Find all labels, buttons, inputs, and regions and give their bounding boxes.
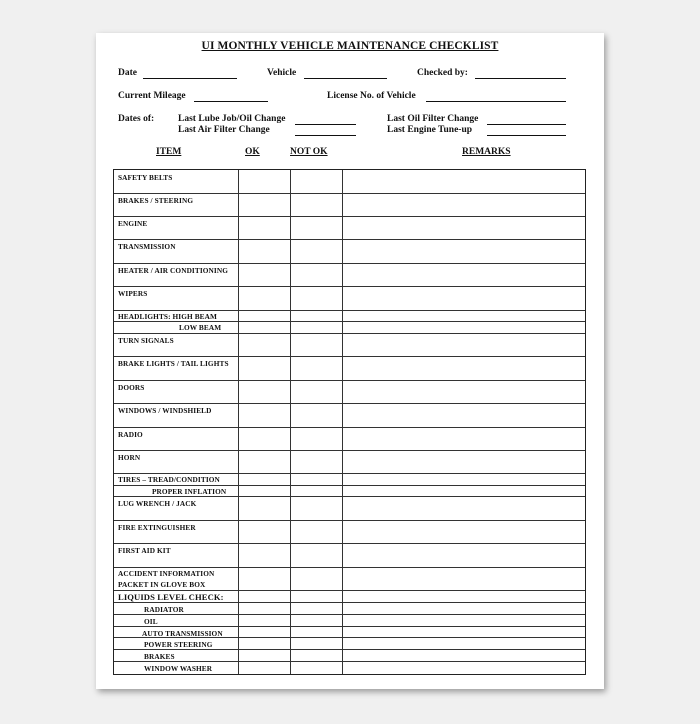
checklist-table (113, 169, 586, 675)
item-radio: RADIO (118, 430, 143, 439)
row-divider (114, 450, 585, 451)
row-divider (114, 567, 585, 568)
item-lug-wrench-jack: LUG WRENCH / JACK (118, 499, 197, 508)
item-doors: DOORS (118, 383, 145, 392)
item-heater-ac: HEATER / AIR CONDITIONING (118, 266, 229, 275)
item-tires: TIRES – TREAD/CONDITION (118, 475, 220, 484)
column-header-ok: OK (245, 147, 260, 157)
row-divider (114, 649, 585, 650)
item-safety-belts: SAFETY BELTS (118, 173, 173, 182)
item-accident-information-packet: PACKET IN GLOVE BOX (118, 580, 206, 589)
last-air-filter-label: Last Air Filter Change (178, 125, 270, 135)
row-divider (114, 473, 585, 474)
row-divider (114, 356, 585, 357)
vehicle-label: Vehicle (267, 68, 297, 78)
last-lube-label: Last Lube Job/Oil Change (178, 114, 286, 124)
item-auto-transmission: AUTO TRANSMISSION (142, 629, 223, 638)
date-line[interactable] (143, 78, 237, 79)
column-divider (290, 170, 291, 674)
row-divider (114, 543, 585, 544)
row-divider (114, 520, 585, 521)
item-windows-windshield: WINDOWS / WINDSHIELD (118, 406, 212, 415)
row-divider (114, 496, 585, 497)
checked-by-label: Checked by: (417, 68, 468, 78)
last-tune-up-label: Last Engine Tune-up (387, 125, 473, 135)
row-divider (114, 427, 585, 428)
item-brakes-steering: BRAKES / STEERING (118, 196, 194, 205)
row-divider (114, 403, 585, 404)
item-transmission: TRANSMISSION (118, 242, 176, 251)
row-divider (114, 310, 585, 311)
row-divider (114, 626, 585, 627)
row-divider (114, 321, 585, 322)
item-radiator: RADIATOR (144, 605, 184, 614)
last-oil-filter-line[interactable] (487, 124, 566, 125)
row-divider (114, 614, 585, 615)
row-divider (114, 590, 585, 591)
row-divider (114, 193, 585, 194)
license-no-label: License No. of Vehicle (327, 91, 416, 101)
last-air-filter-line[interactable] (295, 135, 356, 136)
column-header-remarks: REMARKS (462, 147, 511, 157)
row-divider (114, 661, 585, 662)
item-wipers: WIPERS (118, 289, 148, 298)
row-divider (114, 333, 585, 334)
item-proper-inflation: PROPER INFLATION (152, 487, 227, 496)
item-accident-information: ACCIDENT INFORMATION (118, 569, 215, 578)
row-divider (114, 216, 585, 217)
last-oil-filter-label: Last Oil Filter Change (387, 114, 479, 124)
date-label: Date (118, 68, 137, 78)
column-divider (238, 170, 239, 674)
item-turn-signals: TURN SIGNALS (118, 336, 174, 345)
row-divider (114, 286, 585, 287)
item-brake-tail-lights: BRAKE LIGHTS / TAIL LIGHTS (118, 359, 229, 368)
vehicle-line[interactable] (304, 78, 387, 79)
item-fire-extinguisher: FIRE EXTINGUISHER (118, 523, 196, 532)
last-tune-up-line[interactable] (487, 135, 566, 136)
item-power-steering: POWER STEERING (144, 640, 213, 649)
current-mileage-label: Current Mileage (118, 91, 186, 101)
row-divider (114, 380, 585, 381)
item-first-aid-kit: FIRST AID KIT (118, 546, 171, 555)
column-header-not-ok: NOT OK (290, 147, 328, 157)
row-divider (114, 602, 585, 603)
column-divider (342, 170, 343, 674)
item-headlights-low-beam: LOW BEAM (179, 323, 222, 332)
page-title: UI MONTHLY VEHICLE MAINTENANCE CHECKLIST (201, 40, 499, 52)
item-engine: ENGINE (118, 219, 148, 228)
item-oil: OIL (144, 617, 158, 626)
row-divider (114, 263, 585, 264)
item-horn: HORN (118, 453, 141, 462)
last-lube-line[interactable] (295, 124, 356, 125)
license-no-line[interactable] (426, 101, 566, 102)
column-header-item: ITEM (156, 147, 182, 157)
item-window-washer: WINDOW WASHER (144, 664, 213, 673)
item-brakes: BRAKES (144, 652, 175, 661)
dates-of-label: Dates of: (118, 114, 155, 124)
row-divider (114, 239, 585, 240)
checklist-page (96, 33, 604, 689)
row-divider (114, 485, 585, 486)
current-mileage-line[interactable] (194, 101, 268, 102)
checked-by-line[interactable] (475, 78, 566, 79)
item-liquids-level-check: LIQUIDS LEVEL CHECK: (118, 592, 224, 602)
item-headlights-high-beam: HEADLIGHTS: HIGH BEAM (118, 312, 218, 321)
